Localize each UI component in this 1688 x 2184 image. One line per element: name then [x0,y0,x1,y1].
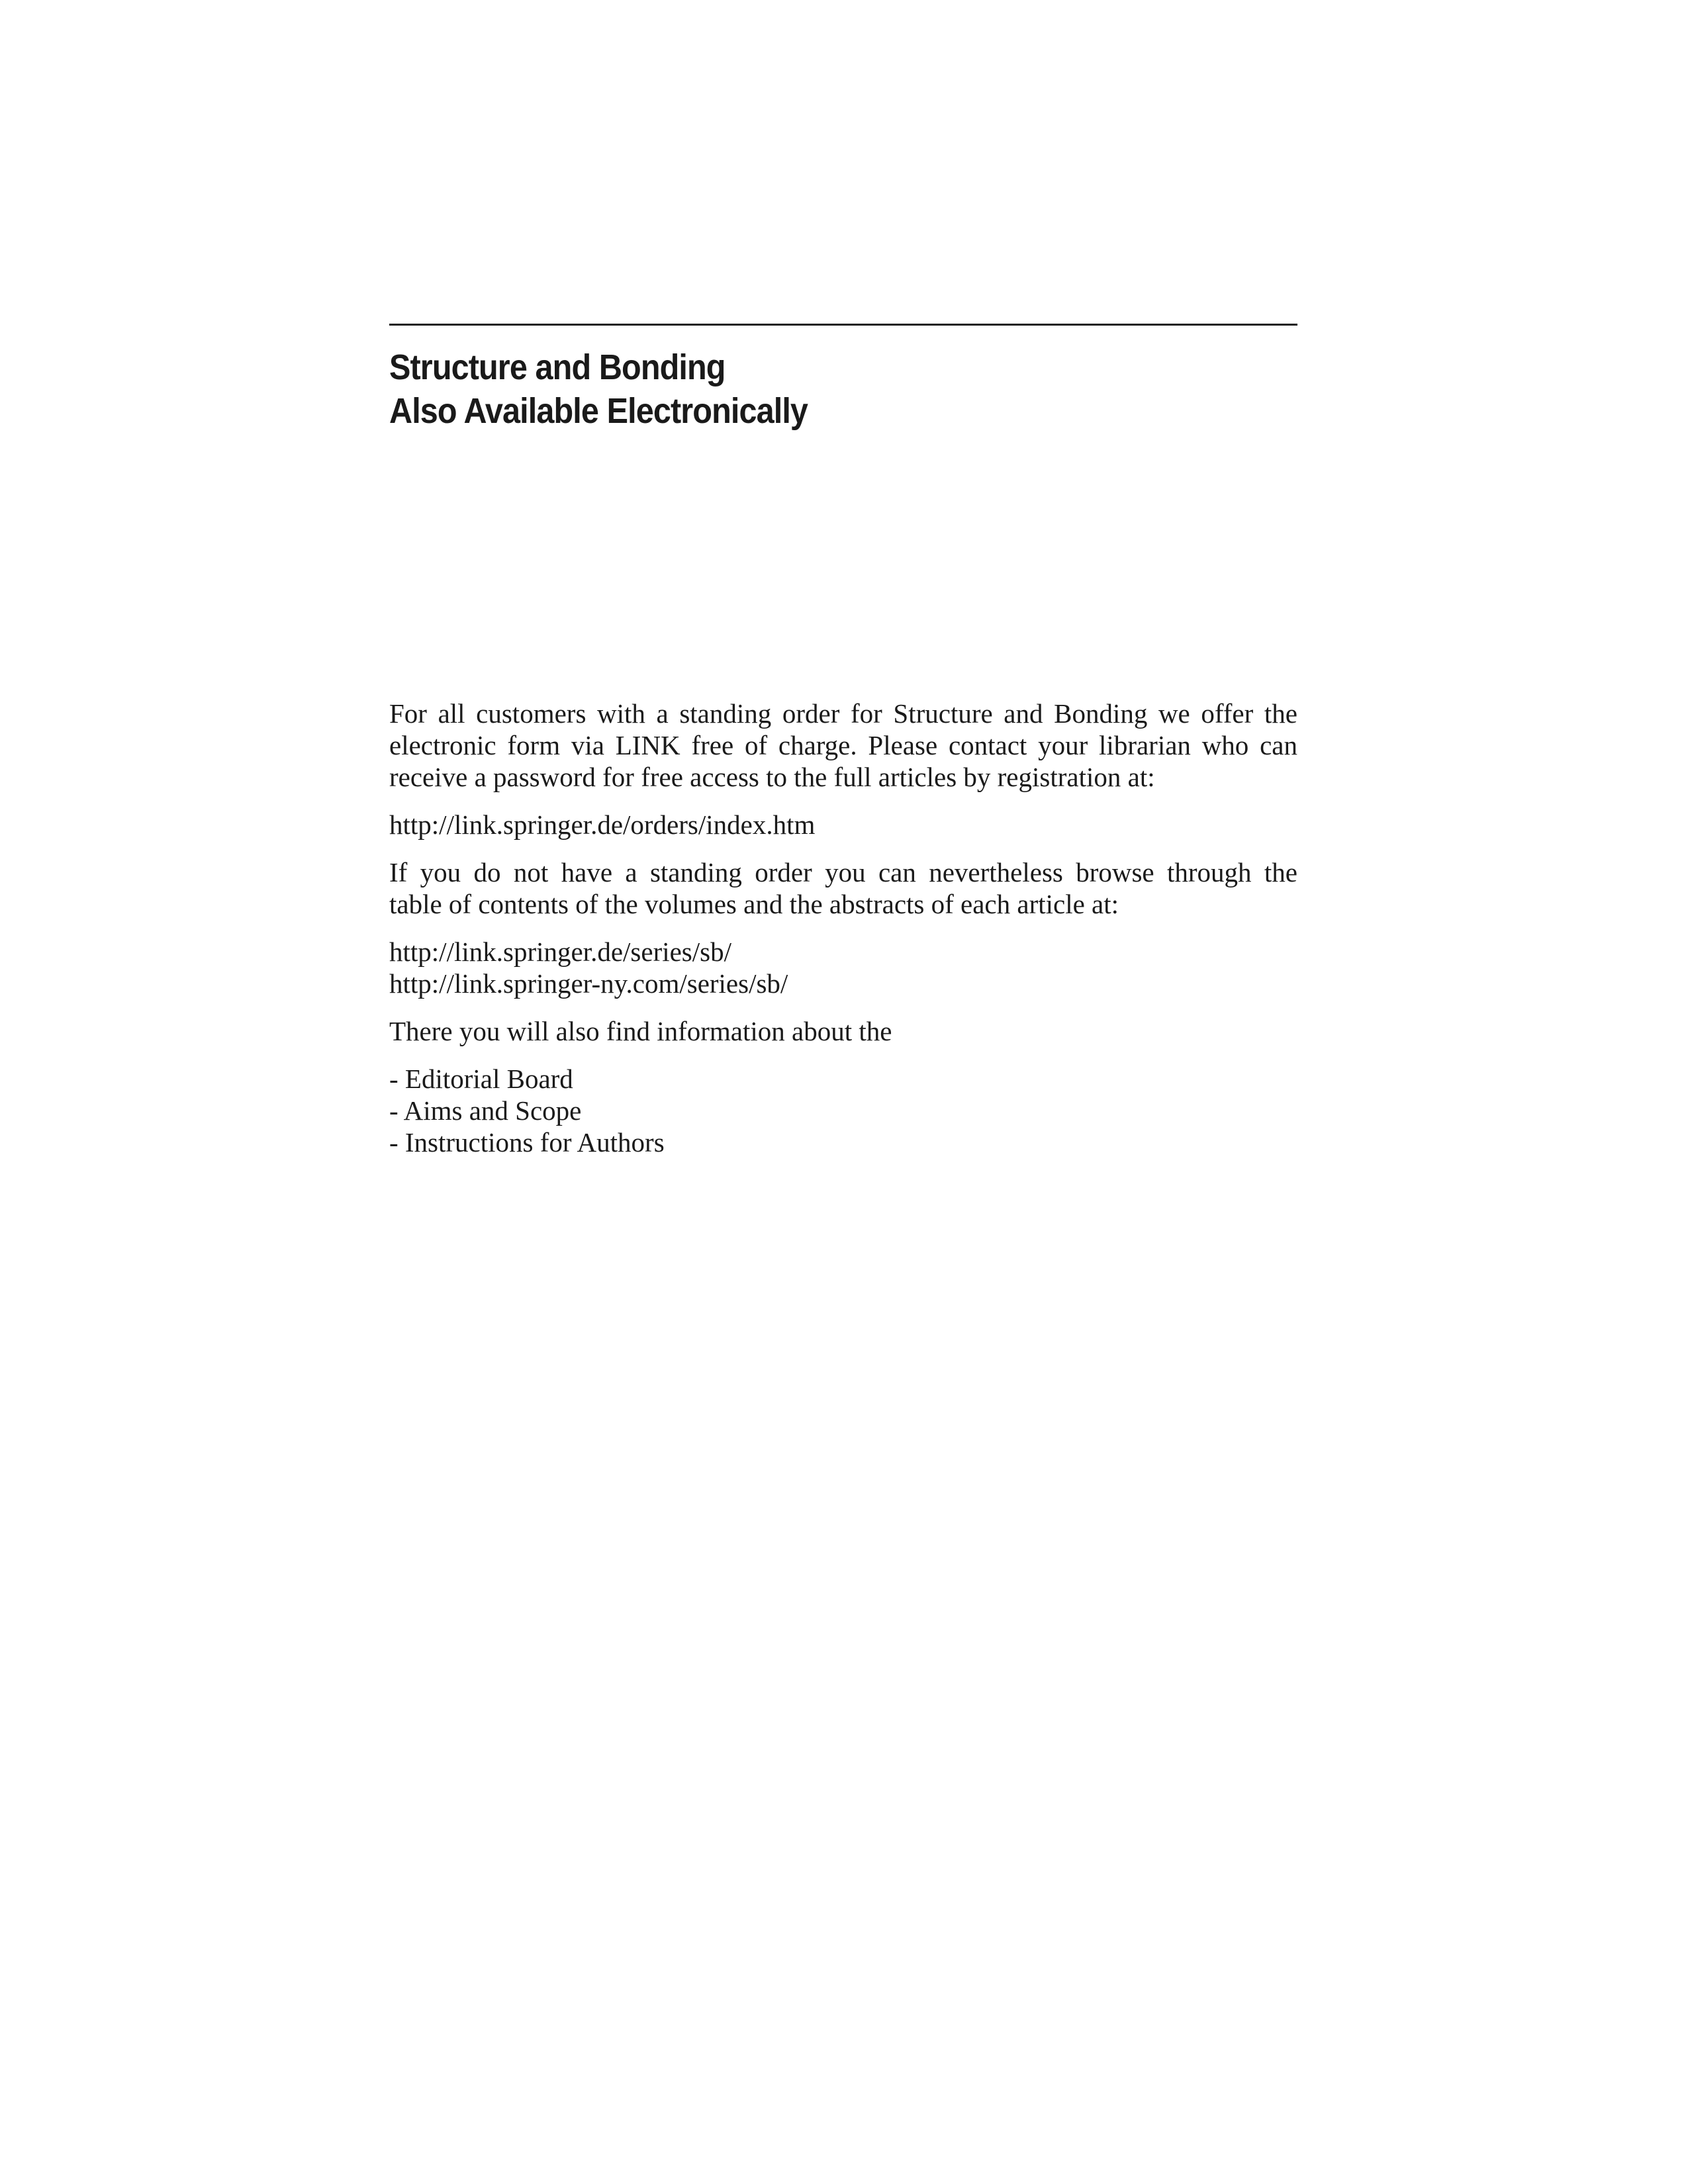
list-item: - Aims and Scope [389,1095,582,1126]
paragraph-line: electronic form via LINK free of charge. Please contact your librarian who can [389,730,1297,760]
paragraph-line: table of contents of the volumes and the abstracts of each article at: [389,889,1119,919]
page-title [389,345,1207,433]
paragraph-line: receive a password for free access to the full articles by registration at: [389,762,1155,792]
paragraph-line: There you will also find information about the [389,1016,892,1046]
title-line-1: Structure and Bonding [389,347,726,387]
paragraph-info [389,1015,1297,1047]
orders-url-block [389,809,1297,841]
list-item: - Instructions for Authors [389,1127,665,1158]
orders-url-link[interactable]: http://link.springer.de/orders/index.htm [389,809,816,840]
title-line-2: Also Available Electronically [389,391,808,431]
paragraph-standing-order [389,698,1297,793]
paragraph-line: If you do not have a standing order you can nevertheless browse through the [389,857,1297,887]
list-item: - Editorial Board [389,1064,573,1094]
body-text [389,698,1297,1174]
title-rule [389,324,1297,326]
series-url-block [389,936,1297,999]
series-url-ny-link[interactable]: http://link.springer-ny.com/series/sb/ [389,968,788,999]
series-url-de-link[interactable]: http://link.springer.de/series/sb/ [389,936,732,967]
paragraph-line: For all customers with a standing order for Structure and Bonding we offer the [389,698,1297,729]
paragraph-browse [389,856,1297,920]
info-list [389,1063,1297,1158]
